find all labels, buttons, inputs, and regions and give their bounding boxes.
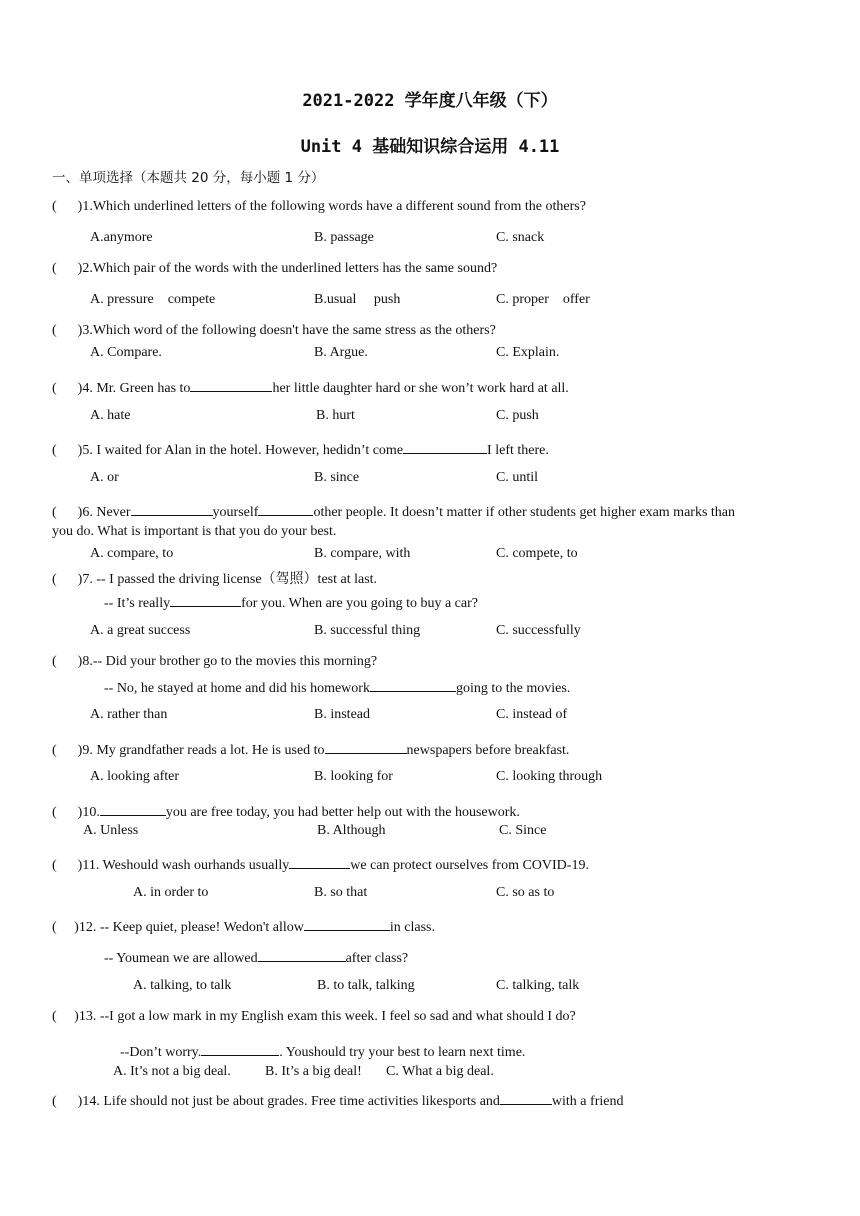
question-13-response: --Don’t worry. . Youshould try your best to learn next time.	[120, 1041, 525, 1061]
section-title: 一、单项选择（本题共 20 分，每小题 1 分）	[52, 170, 325, 186]
q1-option-c: C. snack	[496, 230, 545, 245]
q5-option-a: A. or	[90, 470, 119, 485]
q9-option-c: C. looking through	[496, 769, 603, 784]
q7-option-a: A. a great success	[90, 623, 191, 638]
q5-option-b: B. since	[314, 470, 360, 485]
answer-blank	[304, 916, 390, 931]
q6-option-b: B. compare, with	[314, 546, 411, 561]
q4-option-c: C. push	[496, 408, 539, 423]
q13-option-a: A. It’s not a big deal.	[113, 1064, 231, 1079]
question-12: ( )12. -- Keep quiet, please! Wedon't allow in class.	[52, 916, 435, 936]
q11-option-c: C. so as to	[496, 885, 555, 900]
question-8-response: -- No, he stayed at home and did his homework going to the movies.	[104, 677, 570, 697]
question-5: ( )5. I waited for Alan in the hotel. However, hedidn’t come I left there.	[52, 439, 549, 459]
q12-option-b: B. to talk, talking	[317, 978, 415, 993]
document-title: 2021-2022 学年度八年级（下）	[302, 91, 558, 111]
q9-option-b: B. looking for	[314, 769, 393, 784]
q10-option-b: B. Although	[317, 823, 386, 838]
q12-option-c: C. talking, talk	[496, 978, 580, 993]
q7-option-b: B. successful thing	[314, 623, 421, 638]
answer-blank	[170, 592, 241, 607]
answer-blank	[131, 501, 213, 516]
question-13: ( )13. --I got a low mark in my English exam this week. I feel so sad and what should I do?	[52, 1009, 576, 1024]
question-14: ( )14. Life should not just be about grades. Free time activities likesports and with a friend	[52, 1090, 623, 1110]
q13-option-c: C. What a big deal.	[386, 1064, 494, 1079]
question-3: ( )3.Which word of the following doesn't have the same stress as the others?	[52, 323, 496, 338]
question-12-response: -- Youmean we are allowed after class?	[104, 947, 408, 967]
q1-option-a: A.anymore	[90, 230, 153, 245]
q2-option-b: B.usual push	[314, 292, 401, 307]
question-7: ( )7. -- I passed the driving license（驾照）test at last.	[52, 572, 378, 587]
question-8: ( )8.-- Did your brother go to the movies this morning?	[52, 654, 378, 669]
q6-option-a: A. compare, to	[90, 546, 174, 561]
q3-option-a: A. Compare.	[90, 345, 162, 360]
q2-option-a: A. pressure compete	[90, 292, 216, 307]
answer-blank	[289, 854, 350, 869]
q10-option-a: A. Unless	[83, 823, 139, 838]
answer-blank	[258, 947, 346, 962]
question-2: ( )2.Which pair of the words with the underlined letters has the same sound?	[52, 261, 498, 276]
q8-option-c: C. instead of	[496, 707, 568, 722]
answer-blank	[201, 1041, 279, 1056]
q9-option-a: A. looking after	[90, 769, 180, 784]
answer-blank	[500, 1090, 552, 1105]
q12-option-a: A. talking, to talk	[133, 978, 232, 993]
question-4: ( )4. Mr. Green has to her little daughter hard or she won’t work hard at all.	[52, 377, 569, 397]
q13-option-b: B. It’s a big deal!	[265, 1064, 362, 1079]
q8-option-b: B. instead	[314, 707, 370, 722]
q8-option-a: A. rather than	[90, 707, 168, 722]
answer-blank	[325, 739, 407, 754]
answer-blank	[100, 801, 166, 816]
question-7-response: -- It’s really for you. When are you going to buy a car?	[104, 592, 478, 612]
question-11: ( )11. Weshould wash ourhands usually we can protect ourselves from COVID-19.	[52, 854, 589, 874]
answer-blank	[403, 439, 487, 454]
q10-option-c: C. Since	[499, 823, 547, 838]
answer-blank	[370, 677, 456, 692]
q11-option-b: B. so that	[314, 885, 368, 900]
document-subtitle: Unit 4 基础知识综合运用 4.11	[300, 137, 560, 157]
question-6-continued: you do. What is important is that you do your best.	[52, 524, 337, 539]
question-10: ( )10. you are free today, you had better help out with the housework.	[52, 801, 520, 821]
q5-option-c: C. until	[496, 470, 539, 485]
q11-option-a: A. in order to	[133, 885, 209, 900]
q6-option-c: C. compete, to	[496, 546, 578, 561]
question-1: ( )1.Which underlined letters of the following words have a different sound from the others?	[52, 199, 586, 214]
q3-option-b: B. Argue.	[314, 345, 368, 360]
q1-option-b: B. passage	[314, 230, 374, 245]
q4-option-a: A. hate	[90, 408, 131, 423]
q4-option-b: B. hurt	[316, 408, 355, 423]
answer-blank	[190, 377, 272, 392]
question-9: ( )9. My grandfather reads a lot. He is used to newspapers before breakfast.	[52, 739, 569, 759]
q7-option-c: C. successfully	[496, 623, 581, 638]
question-6: ( )6. Never yourself other people. It doesn’t matter if other students get higher exam marks than	[52, 501, 735, 521]
q3-option-c: C. Explain.	[496, 345, 560, 360]
q2-option-c: C. proper offer	[496, 292, 590, 307]
answer-blank	[258, 501, 313, 516]
